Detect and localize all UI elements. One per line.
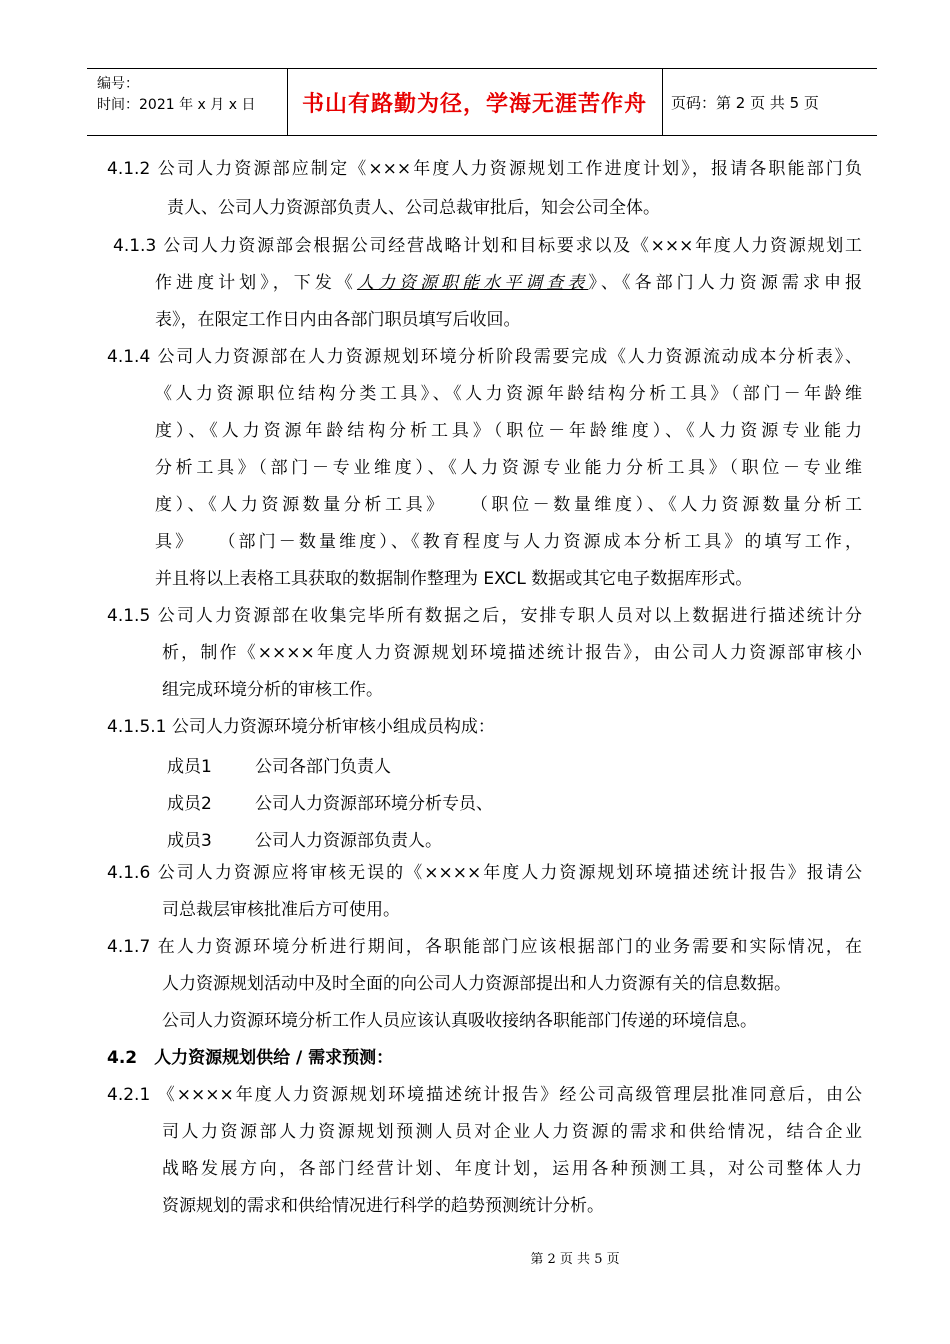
header-motto: 书山有路勤为径，学海无涯苦作舟 xyxy=(301,91,647,117)
paragraph-line: 分析工具》（部门－专业维度）、《人力资源专业能力分析工具》（职位－专业维 xyxy=(155,458,862,478)
paragraph-line: 度）、《人力资源年龄结构分析工具》（职位－年龄维度）、《人力资源专业能力 xyxy=(155,421,862,441)
header-page-number: 页码：第 2 页 共 5 页 xyxy=(671,93,819,112)
member-role: 公司各部门负责人 xyxy=(255,757,391,777)
paragraph-line xyxy=(155,272,862,294)
paragraph-line: 人力资源规划活动中及时全面的向公司人力资源部提出和人力资源有关的信息数据。 xyxy=(162,974,791,994)
paragraph-line: 表》，在限定工作日内由各部门职员填写后收回。 xyxy=(155,310,521,330)
paragraph-line: 组完成环境分析的审核工作。 xyxy=(162,680,383,700)
paragraph-line: 4.1.5.1 公司人力资源环境分析审核小组成员构成： xyxy=(107,717,495,737)
paragraph-line: 4.1.4 公司人力资源部在人力资源规划环境分析阶段需要完成《人力资源流动成本分析表》、 xyxy=(107,347,862,367)
page-header xyxy=(87,68,877,136)
header-divider xyxy=(662,69,663,135)
document-time: 时间：2021 年 x 月 x 日 xyxy=(97,97,256,113)
paragraph-line: 资源规划的需求和供给情况进行科学的趋势预测统计分析。 xyxy=(162,1196,604,1216)
member-label: 成员1 xyxy=(167,757,212,777)
member-role: 公司人力资源部负责人。 xyxy=(255,831,442,851)
paragraph-line: 并且将以上表格工具获取的数据制作整理为 EXCL 数据或其它电子数据库形式。 xyxy=(155,569,753,589)
paragraph-line: 4.1.3 公司人力资源部会根据公司经营战略计划和目标要求以及《×××年度人力资源规划工 xyxy=(113,236,862,256)
paragraph-line: 度）、《人力资源数量分析工具》 （职位－数量维度）、《人力资源数量分析工 xyxy=(155,495,862,515)
paragraph-line: 4.2.1 《××××年度人力资源规划环境描述统计报告》经公司高级管理层批准同意后，由公 xyxy=(107,1085,862,1105)
paragraph-line: 4.1.7 在人力资源环境分析进行期间，各职能部门应该根据部门的业务需要和实际情况，在 xyxy=(107,937,862,957)
paragraph-line: 公司人力资源环境分析工作人员应该认真吸收接纳各职能部门传递的环境信息。 xyxy=(162,1011,757,1031)
document-number: 编号： xyxy=(97,76,139,92)
header-meta xyxy=(97,74,255,116)
text-span: 作进度计划》，下发《 xyxy=(155,273,357,293)
member-label: 成员2 xyxy=(167,794,212,814)
member-label: 成员3 xyxy=(167,831,212,851)
paragraph-line: 《人力资源职位结构分类工具》、《人力资源年龄结构分析工具》（部门－年龄维 xyxy=(155,384,862,404)
paragraph-line: 4.1.5 公司人力资源部在收集完毕所有数据之后，安排专职人员对以上数据进行描述统计分 xyxy=(107,606,862,626)
paragraph-line: 司人力资源部人力资源规划预测人员对企业人力资源的需求和供给情况，结合企业 xyxy=(162,1122,862,1142)
survey-form-link[interactable]: 人力资源职能水平调查表 xyxy=(356,273,589,293)
paragraph-line: 具》 （部门－数量维度）、《教育程度与人力资源成本分析工具》的填写工作， xyxy=(155,532,862,552)
text-span: 》、《各部门人力资源需求申报 xyxy=(588,273,863,293)
member-role: 公司人力资源部环境分析专员、 xyxy=(255,794,493,814)
page-footer: 第 2 页 共 5 页 xyxy=(530,1252,620,1267)
paragraph-line: 战略发展方向，各部门经营计划、年度计划，运用各种预测工具，对公司整体人力 xyxy=(162,1159,862,1179)
paragraph-line: 4.1.2 公司人力资源部应制定《×××年度人力资源规划工作进度计划》，报请各职能部门负 xyxy=(107,159,862,179)
paragraph-line: 司总裁层审核批准后方可使用。 xyxy=(162,900,400,920)
paragraph-line: 析，制作《××××年度人力资源规划环境描述统计报告》，由公司人力资源部审核小 xyxy=(162,643,862,663)
paragraph-line: 责人、公司人力资源部负责人、公司总裁审批后，知会公司全体。 xyxy=(167,198,660,218)
section-heading: 4.2 人力资源规划供给 / 需求预测： xyxy=(107,1048,394,1068)
paragraph-line: 4.1.6 公司人力资源应将审核无误的《××××年度人力资源规划环境描述统计报告》报请公 xyxy=(107,863,862,883)
